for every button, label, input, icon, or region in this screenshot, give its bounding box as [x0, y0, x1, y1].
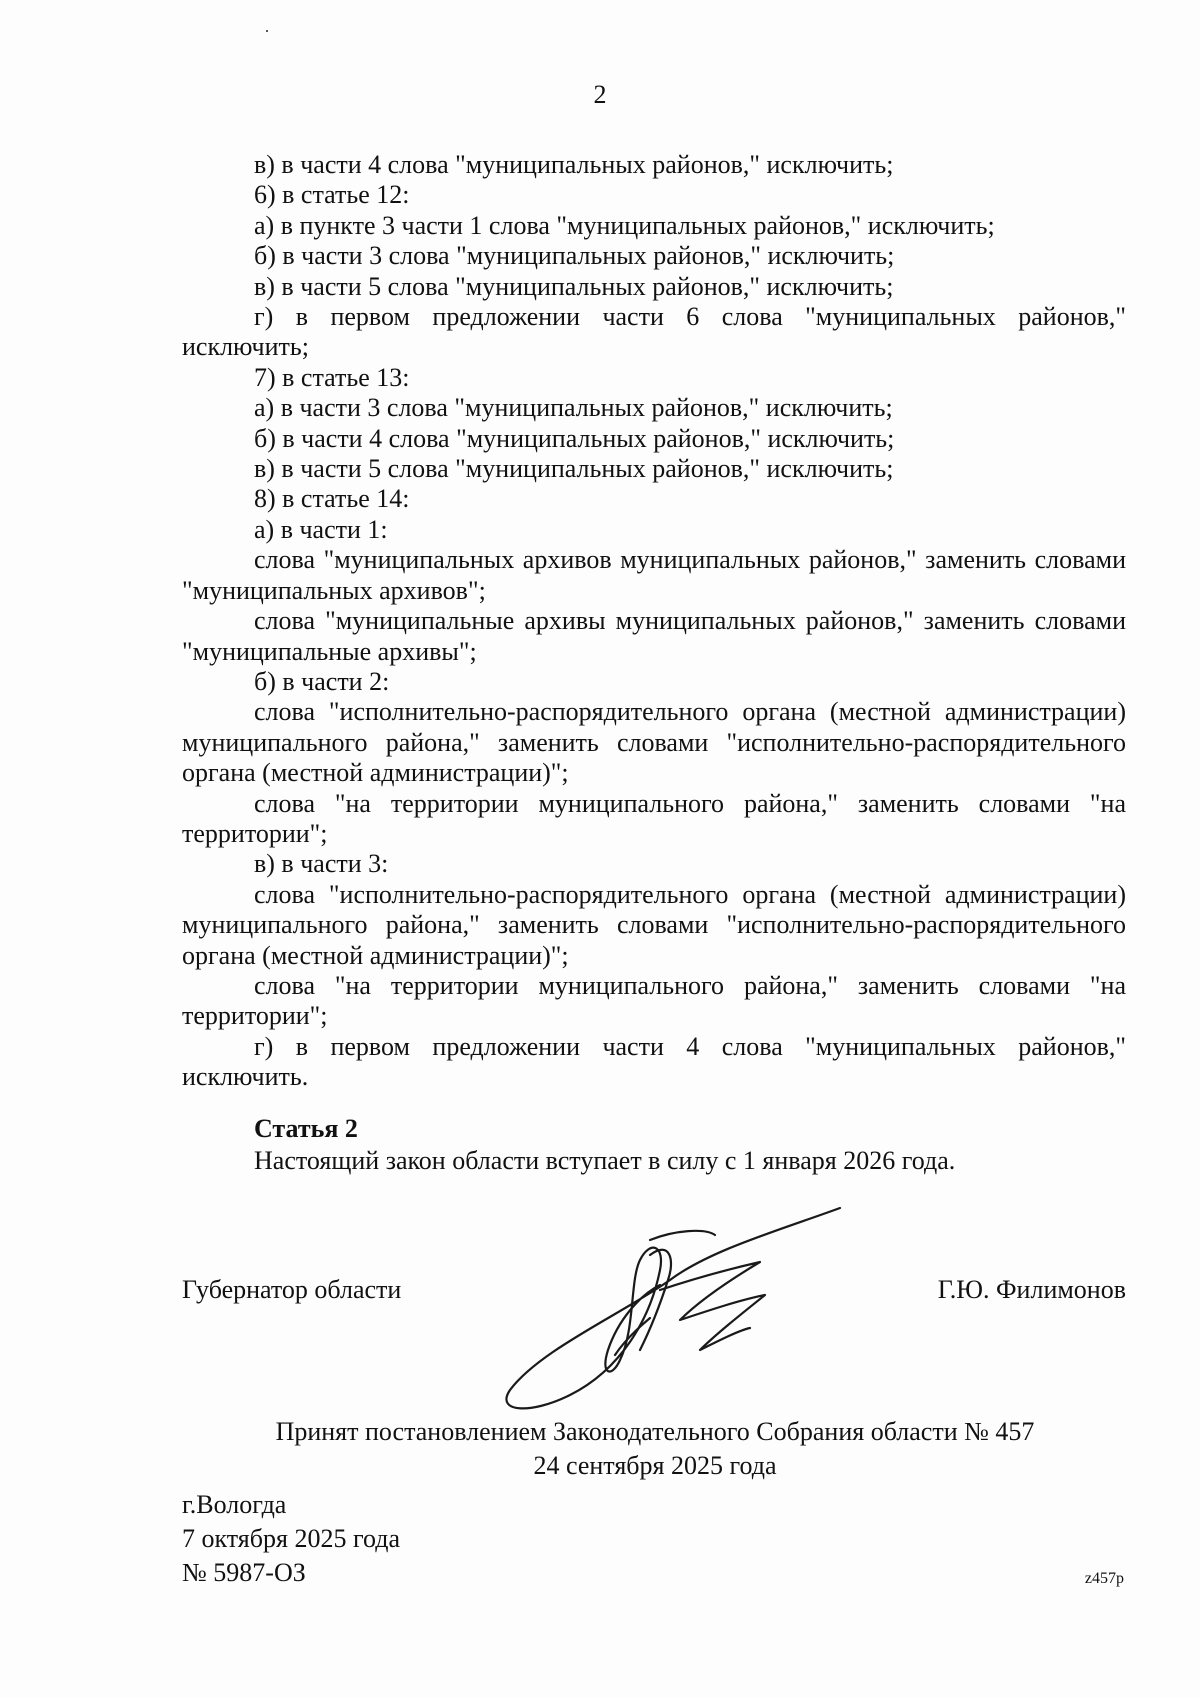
paragraph: в) в части 3: — [254, 849, 389, 879]
paragraph: 7) в статье 13: — [254, 362, 410, 392]
paragraph: б) в части 2: — [254, 666, 390, 696]
paragraph: б) в части 3 слова "муниципальных районов," исключить; — [254, 241, 895, 271]
paragraph: а) в пункте 3 части 1 слова "муниципальных районов," исключить; — [254, 210, 995, 240]
paragraph: г) в первом предложении части 6 слова "муниципальных районов," исключить; — [182, 302, 1126, 362]
enactment-date: 7 октября 2025 года — [182, 1524, 400, 1553]
paragraph: слова "муниципальные архивы муниципальных районов," заменить словами "муниципальные архивы"; — [182, 606, 1126, 666]
article-2 — [254, 1113, 955, 1177]
paragraph: в) в части 4 слова "муниципальных районов," исключить; — [254, 150, 894, 179]
amendments-list — [182, 150, 1126, 1093]
adoption-note — [0, 1415, 1200, 1483]
paragraph: б) в части 4 слова "муниципальных районов," исключить; — [254, 423, 895, 453]
article-text: Настоящий закон области вступает в силу с 1 января 2026 года. — [254, 1146, 956, 1175]
document-code: z457p — [1084, 1570, 1124, 1587]
paragraph: в) в части 5 слова "муниципальных районов," исключить; — [254, 271, 894, 301]
adoption-date: 24 сентября 2025 года — [533, 1451, 777, 1480]
paragraph: 6) в статье 12: — [254, 180, 410, 210]
page-number: 2 — [593, 80, 607, 109]
paragraph: слова "на территории муниципального района," заменить словами "на территории"; — [182, 788, 1126, 848]
paragraph: 8) в статье 14: — [254, 484, 410, 514]
city: г.Вологда — [182, 1490, 287, 1519]
law-number: № 5987-ОЗ — [182, 1558, 306, 1587]
paragraph: а) в части 3 слова "муниципальных районов," исключить; — [254, 393, 893, 423]
enactment-details — [182, 1488, 400, 1590]
paragraph: слова "исполнительно-распорядительного органа (местной администрации) муниципального района," заменить словами "исполнительно-распорядительного органа (местной администрации)"; — [182, 879, 1126, 970]
paragraph: а) в части 1: — [254, 514, 388, 544]
paragraph: слова "муниципальных архивов муниципальных районов," заменить словами "муниципальных архивов"; — [182, 545, 1126, 605]
paragraph: в) в части 5 слова "муниципальных районов," исключить; — [254, 454, 894, 484]
paragraph: слова "на территории муниципального района," заменить словами "на территории"; — [182, 970, 1126, 1031]
handwritten-signature — [500, 1200, 850, 1415]
signatory-name: Г.Ю. Филимонов — [937, 1275, 1126, 1304]
article-title: Статья 2 — [254, 1114, 358, 1143]
paragraph: г) в первом предложении части 4 слова "муниципальных районов," исключить. — [182, 1031, 1126, 1092]
adoption-line: Принят постановлением Законодательного Собрания области № 457 — [275, 1417, 1035, 1446]
paragraph: слова "исполнительно-распорядительного органа (местной администрации) муниципального района," заменить словами "исполнительно-распорядительного органа (местной администрации)"; — [182, 697, 1126, 788]
signatory-role: Губернатор области — [182, 1275, 402, 1304]
scan-speck — [266, 30, 268, 32]
